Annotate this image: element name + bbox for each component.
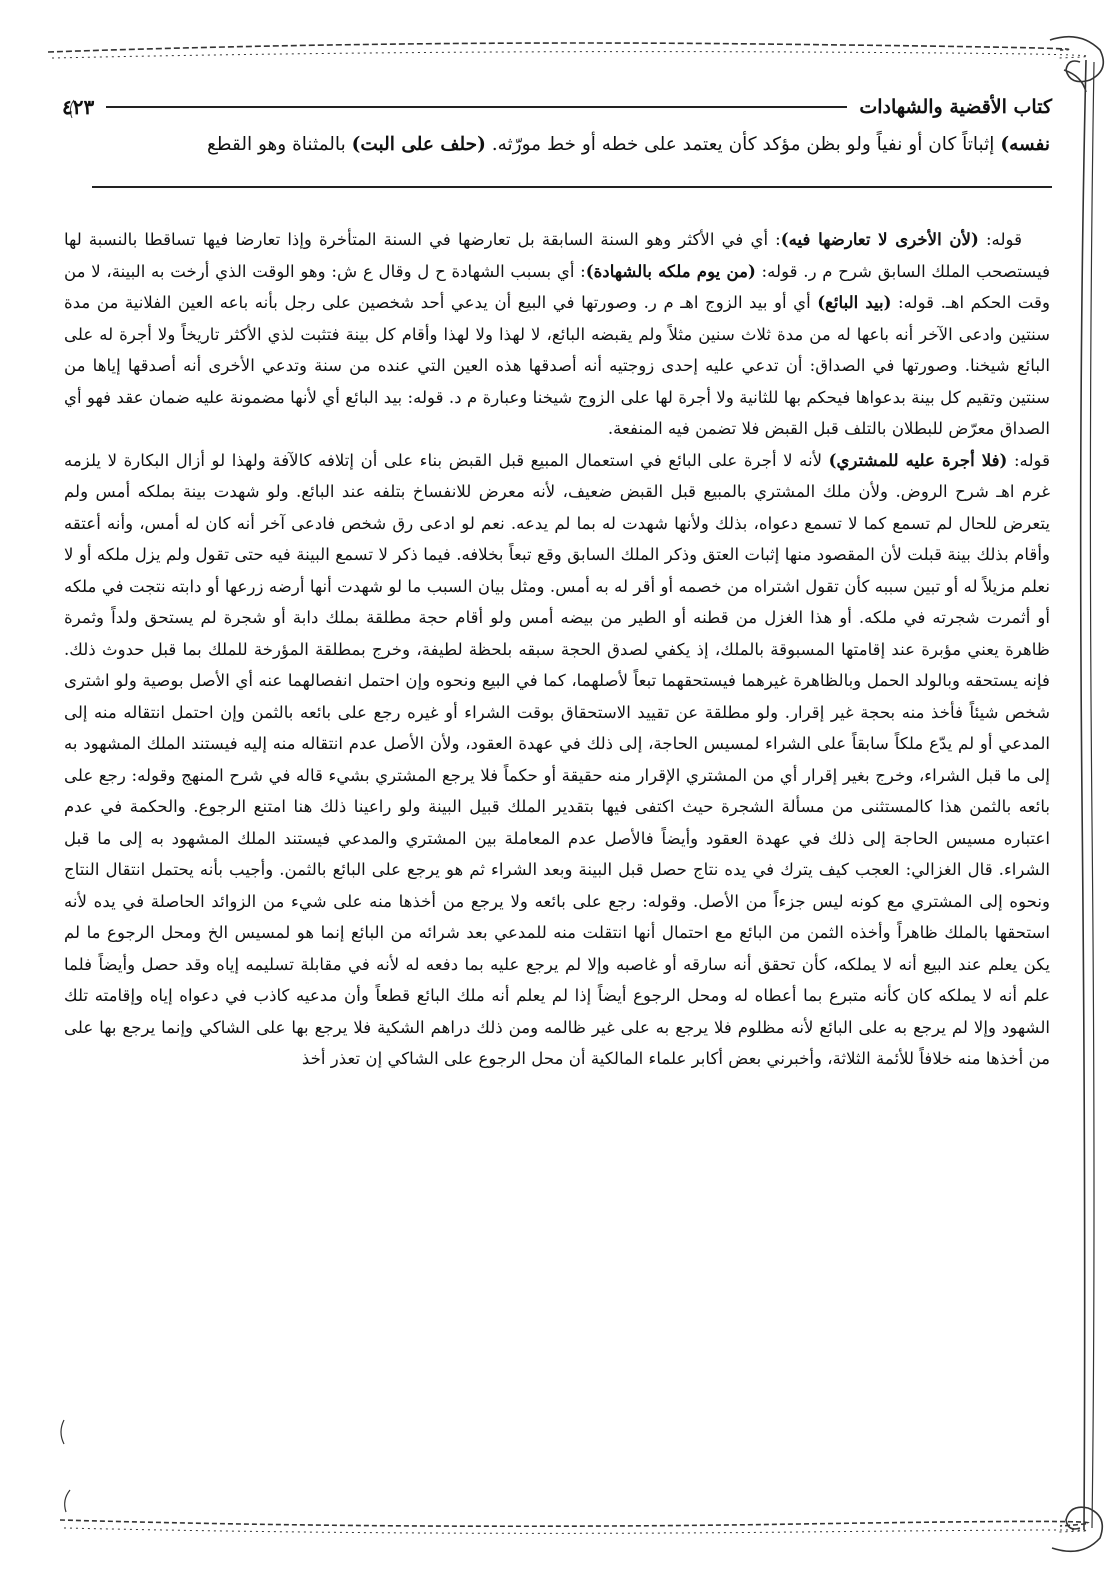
main-text-bold-segment: نفسه): [1000, 134, 1050, 155]
commentary-paragraph: [64, 445, 1050, 1075]
main-text-segment: بالمثناة وهو القطع: [206, 134, 352, 155]
commentary-segment: : أي بسبب الشهادة ح ل وقال ع ش: وهو الوقت الذي أرخت به البينة، لا من وقت الحكم اهـ. قوله:: [64, 261, 1050, 312]
commentary-segment: لأنه لا أجرة على البائع في استعمال المبيع قبل القبض بناء على أن إتلافه كالآفة ولهذا لو أزال البكارة لا يلزمه غرم اهـ شرح الروض. ولأن ملك المشتري بالمبيع قبل القبض ضعيف، لأنه معرض للانفساخ بتلفه عند البائع. ولو شهدت بينة بملكه أمس ولم يتعرض للحال لم تسمع كما لا تسمع دعواه، بذلك ولأنها شهدت له بما لم يدعه. نعم لو ادعى رق شخص فادعى آخر أنه كان له أمس، وأنه أعتقه وأقام بذلك بينة قبلت لأن المقصود منها إثبات العتق وذكر الملك السابق وقع تبعاً بخلافه. فيما ذكر لا تسمع البينة فيه حتى تقول ولم يزل ملكه أو لا نعلم مزيلاً له أو تبين سببه كأن تقول اشتراه من خصمه أو أقر له به أمس. ومثل بيان السبب ما لو شهدت أنها أرضه زرعها أو دابته نتجت في ملكه أو أثمرت شجرته في ملكه. أو هذا الغزل من قطنه أو الطير من بيضه أمس ولو أقام حجة مطلقة بملك دابة أو شجرة لم يستحق ولداً وثمرة ظاهرة يعني مؤبرة عند إقامتها المسبوقة بالملك، إذ يكفي لصدق الحجة سبقه بلحظة لطيفة، وخرج بمطلقة المؤرخة للملك بما قبل حدوث ذلك. فإنه يستحقه وبالولد الحمل وبالظاهرة غيرهما فيستحقهما تبعاً لأصلهما، كما في البيع ونحوه وإن احتمل انفصالهما عنه أي الأصل بوصية ولو اشترى شخص شيئاً فأخذ منه بحجة غير إقرار. ولو مطلقة عن تقييد الاستحقاق بوقت الشراء أو غيره رجع على بائعه بالثمن وإن احتمل انتقاله منه إلى المدعي أو لم يدّع ملكاً سابقاً على الشراء لمسيس الحاجة، إلى ذلك في عهدة العقود، ولأن الأصل عدم انتقاله منه إليه فيستند الملك المشهود به إلى ما قبل الشراء، وخرج بغير إقرار أي من المشتري الإقرار منه حقيقة أو حكماً فلا يرجع المشتري بشيء قاله في شرح المنهج وقوله: رجع على بائعه بالثمن هذا كالمستثنى من مسألة الشجرة حيث اكتفى فيها بتقدير الملك قبيل البينة ولو راعينا ذلك هنا امتنع الرجوع. والحكمة في عدم اعتباره مسيس الحاجة إلى ذلك في عهدة العقود وأيضاً فالأصل عدم المعاملة بين المشتري والمدعي فيستند الملك المشهود به إلى ما قبل الشراء. قال الغزالي: العجب كيف يترك في يده نتاج حصل قبل البينة وبعد الشراء ثم هو يرجع على البائع بالثمن. وأجيب بأنه يحتمل انتقال النتاج ونحوه إلى المشتري مع كونه ليس جزءاً من الأصل. وقوله: رجع على بائعه ولا يرجع من أخذها منه على شيء من الزوائد الحاصلة في يده لأنه استحقها بالملك ظاهراً وأخذه الثمن من البائع مع احتمال أنها انتقلت منه للمدعي بعد شرائه من البائع إنما هو لمسيس الخ ومحل الرجوع ما لم يكن يعلم عند البيع أنه لا يملكه، كأن تحقق أنه سارقه أو غاصبه وإلا لم يرجع عليه بما دفعه له لأنه في مقابلة تسليمه إياه وقد حصل وأيضاً فلما علم أنه لا يملكه كان كأنه متبرع بما أعطاه له ومحل الرجوع أيضاً إذا لم يعلم أنه ملك البائع قطعاً وأن مدعيه كاذب في دعواه إياه وإقامته تلك الشهود وإلا لم يرجع به على البائع لأنه مظلوم فلا يرجع به على غير ظالمه ومن ذلك دراهم الشكية فلا يرجع بها على الشاكي وإنما يرجع بها على من أخذها منه خلافاً للأئمة الثلاثة، وأخبرني بعض أكابر علماء المالكية أن محل الرجوع على الشاكي إن تعذر أخذ: [64, 450, 1050, 1068]
commentary-bold-segment: (بيد البائع): [817, 292, 892, 312]
page-number: ٤٢٣: [62, 95, 95, 119]
commentary-segment: : أي في الأكثر وهو السنة السابقة بل تعارضها في السنة المتأخرة وإذا تعارضا فيها تساقطا بالنسبة لها فيستصحب الملك السابق شرح م ر. قوله:: [64, 230, 1051, 281]
commentary-segment: قوله:: [1007, 450, 1051, 470]
main-text: [62, 130, 1052, 160]
book-page: [62, 92, 1052, 1492]
header-rule: [106, 106, 847, 108]
running-header: [62, 92, 1052, 122]
running-title: كتاب الأقضية والشهادات: [859, 96, 1052, 118]
main-text-segment: إثباتاً كان أو نفياً ولو بظن مؤكد كأن يعتمد على خطه أو خط مورّثه.: [485, 134, 1001, 155]
commentary: [62, 224, 1052, 1075]
commentary-paragraph: [64, 224, 1050, 445]
section-divider: [92, 186, 1052, 188]
commentary-segment: قوله:: [978, 230, 1023, 249]
commentary-bold-segment: (فلا أجرة عليه للمشتري): [828, 449, 1008, 470]
commentary-segment: أي أو بيد الزوج اهـ م ر. وصورتها في البيع أن يدعي أحد شخصين على رجل بأنه باعه العين الفلانية من مدة سنتين وادعى الآخر أنه باعها له من مدة ثلاث سنين مثلاً ولم يقبضه البائع، لا لهذا ولا لهذا وأقام كل بينة فتثبت لذي الأكثر تاريخاً ولا أجرة له على البائع شيخنا. وصورتها في الصداق: أن تدعي عليه إحدى زوجتيه أنه أصدقها هذه العين التي عنده من سنة وتدعي الأخرى أنه أصدقها إياها من سنتين وتقيم كل بينة بدعواها فيحكم بها للثانية ولا أجرة لها على الزوج شيخنا وعبارة م د. قوله: بيد البائع أي لأنها مضمونة عليه ضمان عقد فهو أي الصداق معرّض للبطلان بالتلف قبل القبض فلا تضمن فيه المنفعة.: [64, 293, 1050, 438]
commentary-bold-segment: (من يوم ملكه بالشهادة): [585, 260, 756, 281]
main-text-bold-segment: (حلف على البت): [351, 134, 486, 155]
commentary-bold-segment: (لأن الأخرى لا تعارضها فيه): [780, 229, 979, 249]
